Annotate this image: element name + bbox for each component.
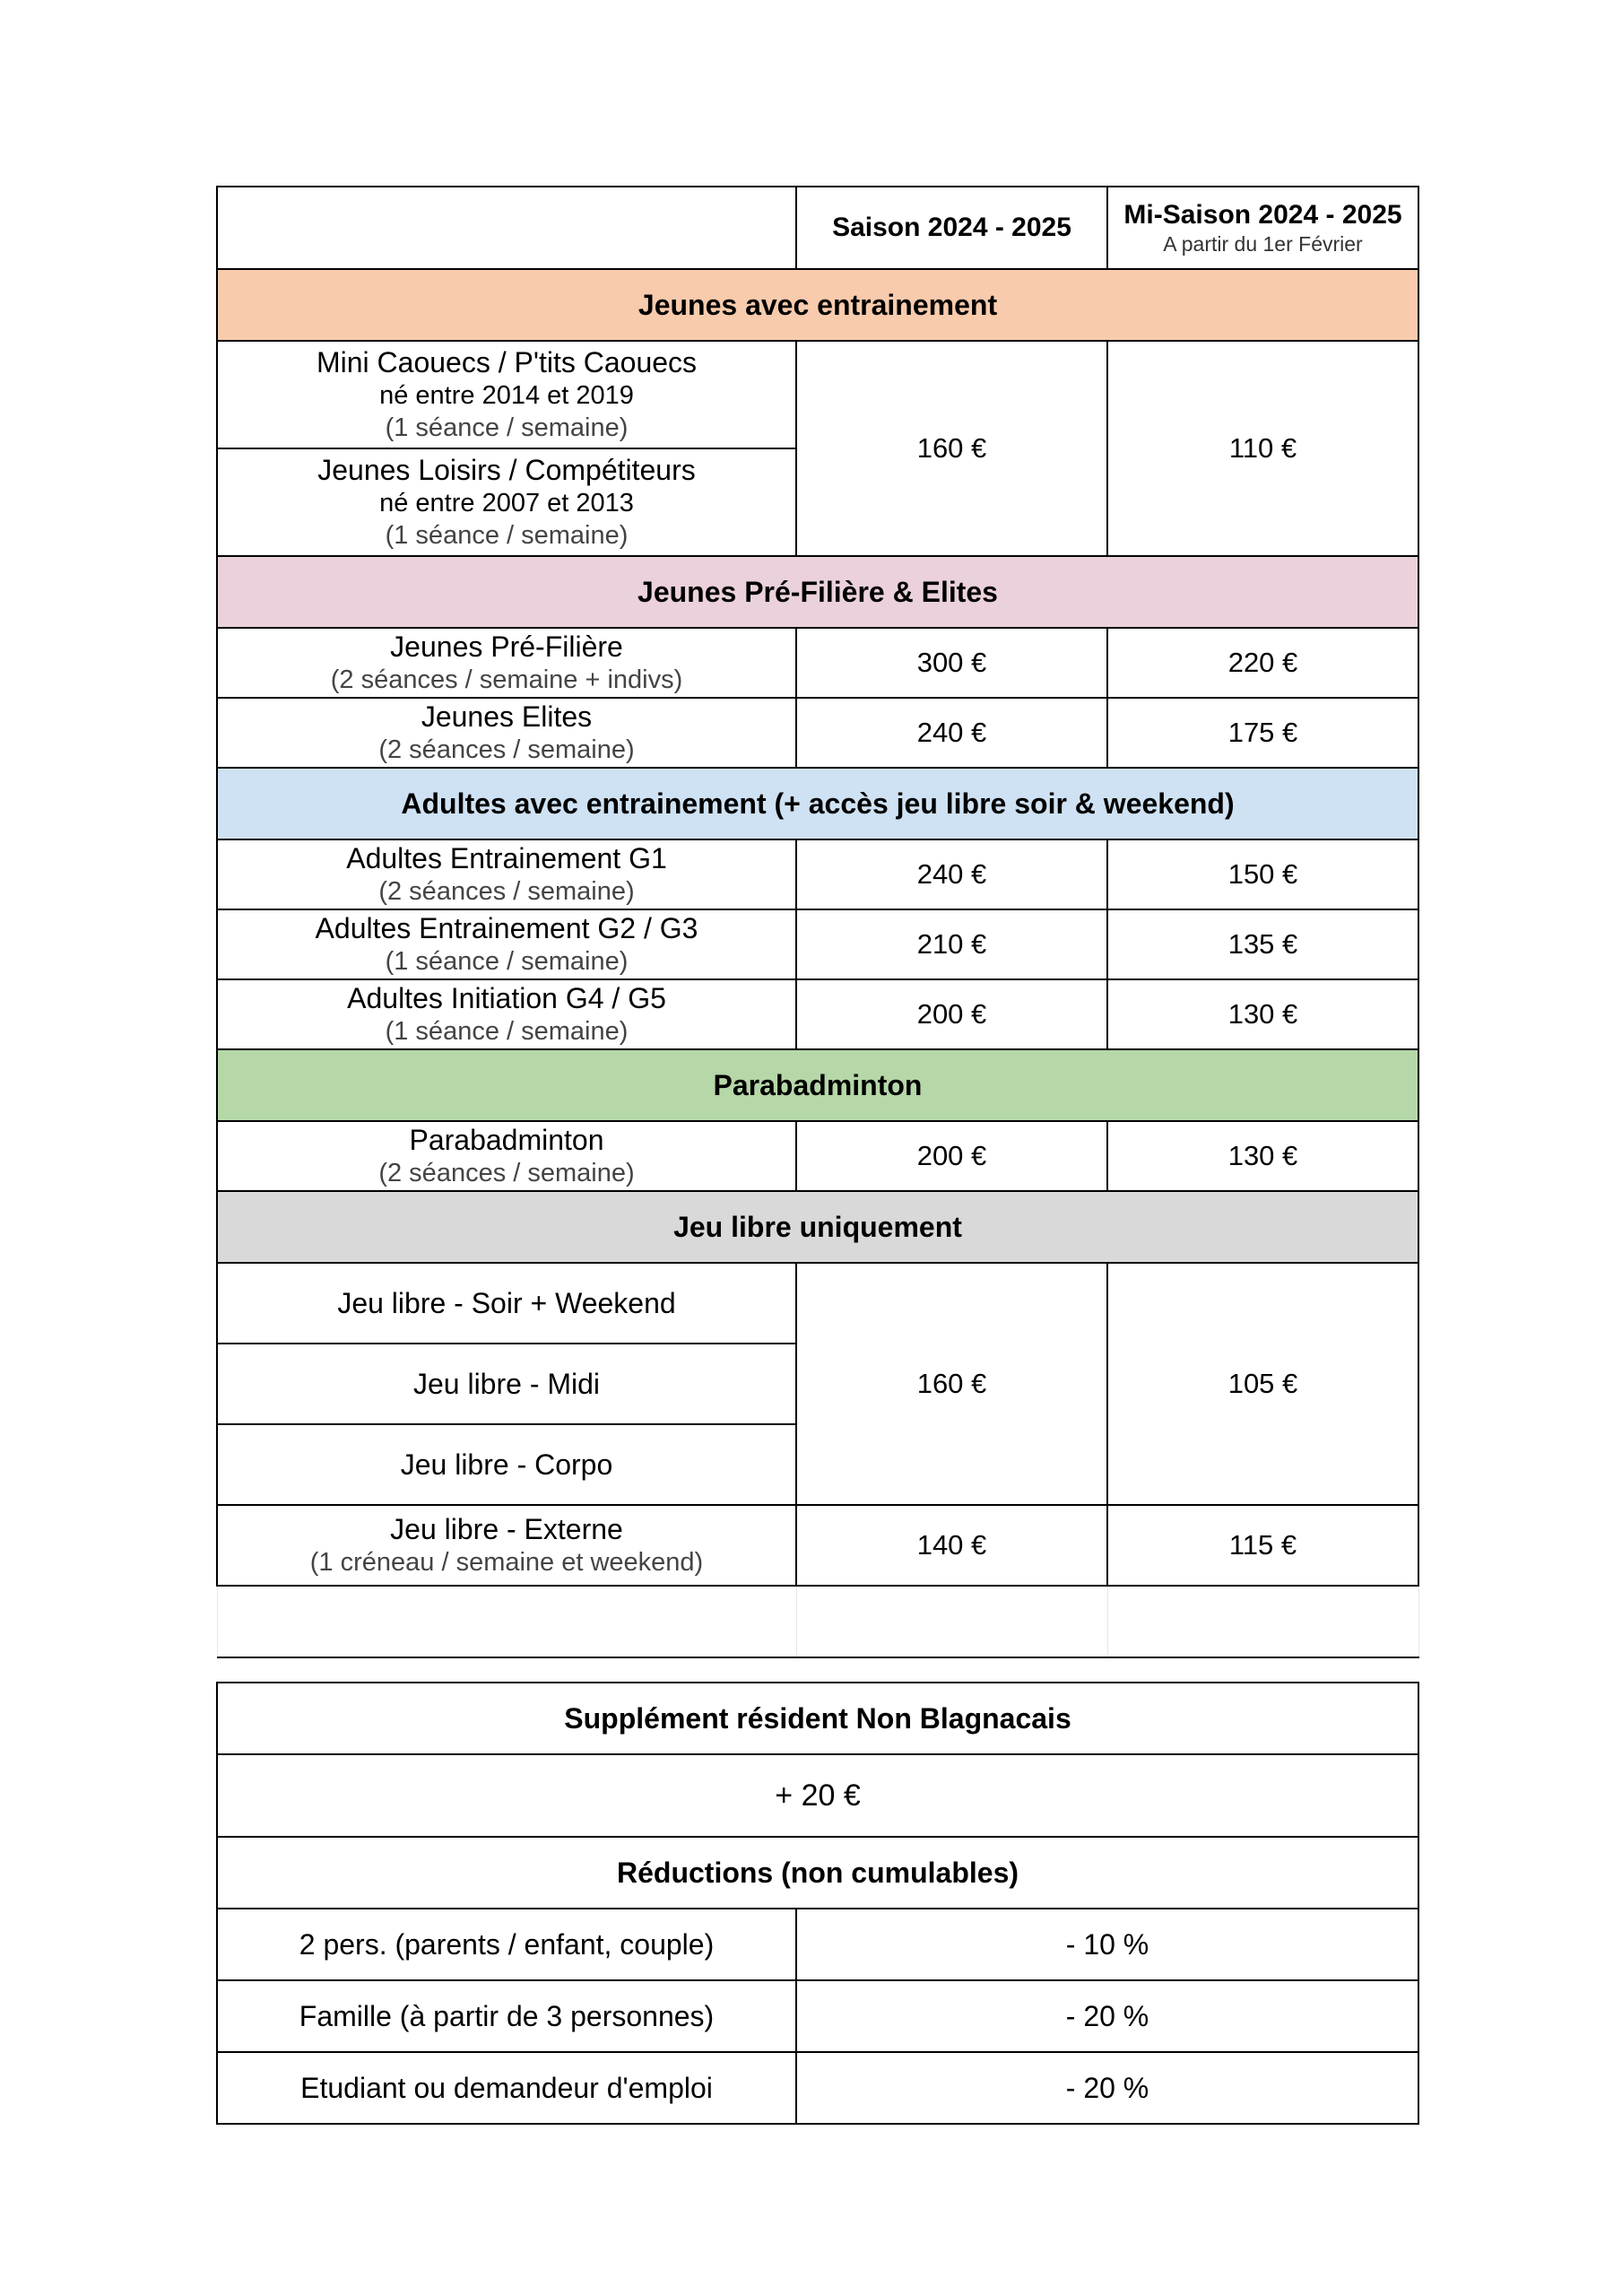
section-adultes-title: Adultes avec entrainement (+ accès jeu libre soir & weekend)	[217, 768, 1418, 839]
section-jeu-libre-title: Jeu libre uniquement	[217, 1191, 1418, 1263]
section-parabad-title: Parabadminton	[217, 1049, 1418, 1121]
pricing-table	[216, 186, 1419, 1658]
season-price: 300 €	[796, 628, 1107, 698]
category-cell	[217, 448, 796, 556]
category-cell	[217, 1424, 796, 1505]
season-price: 200 €	[796, 1121, 1107, 1191]
empty-cell	[217, 1586, 796, 1657]
season-price: 160 €	[796, 1263, 1107, 1505]
header-row	[217, 187, 1418, 269]
reductions-title-row	[217, 1837, 1418, 1909]
mid-season-price: 110 €	[1107, 341, 1418, 556]
category-cell	[217, 341, 796, 448]
section-prefiliere-title: Jeunes Pré-Filière & Elites	[217, 556, 1418, 628]
category-detail: (2 séances / semaine + indivs)	[330, 665, 683, 694]
table-row	[217, 698, 1418, 768]
section-jeu-libre-row	[217, 1191, 1418, 1263]
category-cell	[217, 909, 796, 979]
mid-season-title: Mi-Saison 2024 - 2025	[1123, 199, 1402, 230]
table-row	[217, 979, 1418, 1049]
category-cell	[217, 1344, 796, 1424]
category-detail: (1 séance / semaine)	[385, 521, 629, 550]
category-detail: (2 séances / semaine)	[378, 735, 635, 764]
table-row	[217, 909, 1418, 979]
mid-season-price: 130 €	[1107, 1121, 1418, 1191]
reduction-row	[217, 1980, 1418, 2052]
table-row	[217, 1121, 1418, 1191]
table-row	[217, 341, 1418, 448]
table-row	[217, 628, 1418, 698]
category-birth-range: né entre 2007 et 2013	[379, 489, 634, 517]
season-price: 210 €	[796, 909, 1107, 979]
reduction-row	[217, 1909, 1418, 1980]
reduction-row	[217, 2052, 1418, 2124]
category-cell	[217, 1121, 796, 1191]
table-row	[217, 1263, 1418, 1344]
category-name: Jeu libre - Soir + Weekend	[337, 1287, 676, 1319]
category-detail: (2 séances / semaine)	[378, 877, 635, 906]
category-detail: (2 séances / semaine)	[378, 1159, 635, 1187]
reduction-label: 2 pers. (parents / enfant, couple)	[217, 1909, 796, 1980]
category-name: Adultes Initiation G4 / G5	[347, 982, 666, 1014]
reduction-label: Famille (à partir de 3 personnes)	[217, 1980, 796, 2052]
category-name: Jeu libre - Corpo	[400, 1448, 613, 1481]
section-prefiliere-row	[217, 556, 1418, 628]
season-price: 160 €	[796, 341, 1107, 556]
category-cell	[217, 628, 796, 698]
supplement-title-row	[217, 1683, 1418, 1754]
section-jeunes-row	[217, 269, 1418, 341]
category-name: Jeunes Loisirs / Compétiteurs	[317, 454, 696, 486]
category-detail: (1 créneau / semaine et weekend)	[309, 1548, 704, 1577]
category-cell	[217, 979, 796, 1049]
category-name: Adultes Entrainement G1	[346, 842, 667, 874]
mid-season-price: 175 €	[1107, 698, 1418, 768]
category-name: Jeu libre - Externe	[390, 1513, 623, 1545]
reduction-value: - 10 %	[796, 1909, 1418, 1980]
mid-season-header	[1107, 187, 1418, 269]
mid-season-price: 150 €	[1107, 839, 1418, 909]
category-name: Parabadminton	[409, 1124, 604, 1156]
section-adultes-row	[217, 768, 1418, 839]
category-cell	[217, 839, 796, 909]
reductions-title: Réductions (non cumulables)	[217, 1837, 1418, 1909]
season-price: 240 €	[796, 698, 1107, 768]
category-name: Jeu libre - Midi	[412, 1368, 601, 1400]
mid-season-price: 130 €	[1107, 979, 1418, 1049]
table-row	[217, 1505, 1418, 1586]
category-detail: (1 séance / semaine)	[385, 1017, 629, 1046]
season-price: 240 €	[796, 839, 1107, 909]
mid-season-price: 220 €	[1107, 628, 1418, 698]
category-name: Adultes Entrainement G2 / G3	[315, 912, 698, 944]
supplement-value: + 20 €	[217, 1754, 1418, 1837]
header-empty-cell	[217, 187, 796, 269]
category-detail: (1 séance / semaine)	[385, 413, 629, 442]
mid-season-price: 105 €	[1107, 1263, 1418, 1505]
mid-season-note: A partir du 1er Février	[1163, 231, 1363, 256]
mid-season-price: 115 €	[1107, 1505, 1418, 1586]
category-name: Jeunes Elites	[421, 700, 593, 733]
category-cell	[217, 1505, 796, 1586]
table-row	[217, 839, 1418, 909]
supplement-value-row	[217, 1754, 1418, 1837]
season-price: 140 €	[796, 1505, 1107, 1586]
category-birth-range: né entre 2014 et 2019	[379, 381, 634, 410]
supplement-reductions-table	[216, 1682, 1419, 2125]
season-header: Saison 2024 - 2025	[796, 187, 1107, 269]
spacer-row	[217, 1586, 1418, 1657]
reduction-value: - 20 %	[796, 1980, 1418, 2052]
empty-cell	[1107, 1586, 1418, 1657]
section-jeunes-title: Jeunes avec entrainement	[217, 269, 1418, 341]
category-cell	[217, 698, 796, 768]
supplement-title: Supplément résident Non Blagnacais	[217, 1683, 1418, 1754]
category-name: Jeunes Pré-Filière	[390, 631, 623, 663]
section-parabad-row	[217, 1049, 1418, 1121]
reduction-label: Etudiant ou demandeur d'emploi	[217, 2052, 796, 2124]
category-cell	[217, 1263, 796, 1344]
category-detail: (1 séance / semaine)	[385, 947, 629, 976]
category-name: Mini Caouecs / P'tits Caouecs	[316, 346, 698, 378]
mid-season-price: 135 €	[1107, 909, 1418, 979]
season-price: 200 €	[796, 979, 1107, 1049]
empty-cell	[796, 1586, 1107, 1657]
reduction-value: - 20 %	[796, 2052, 1418, 2124]
